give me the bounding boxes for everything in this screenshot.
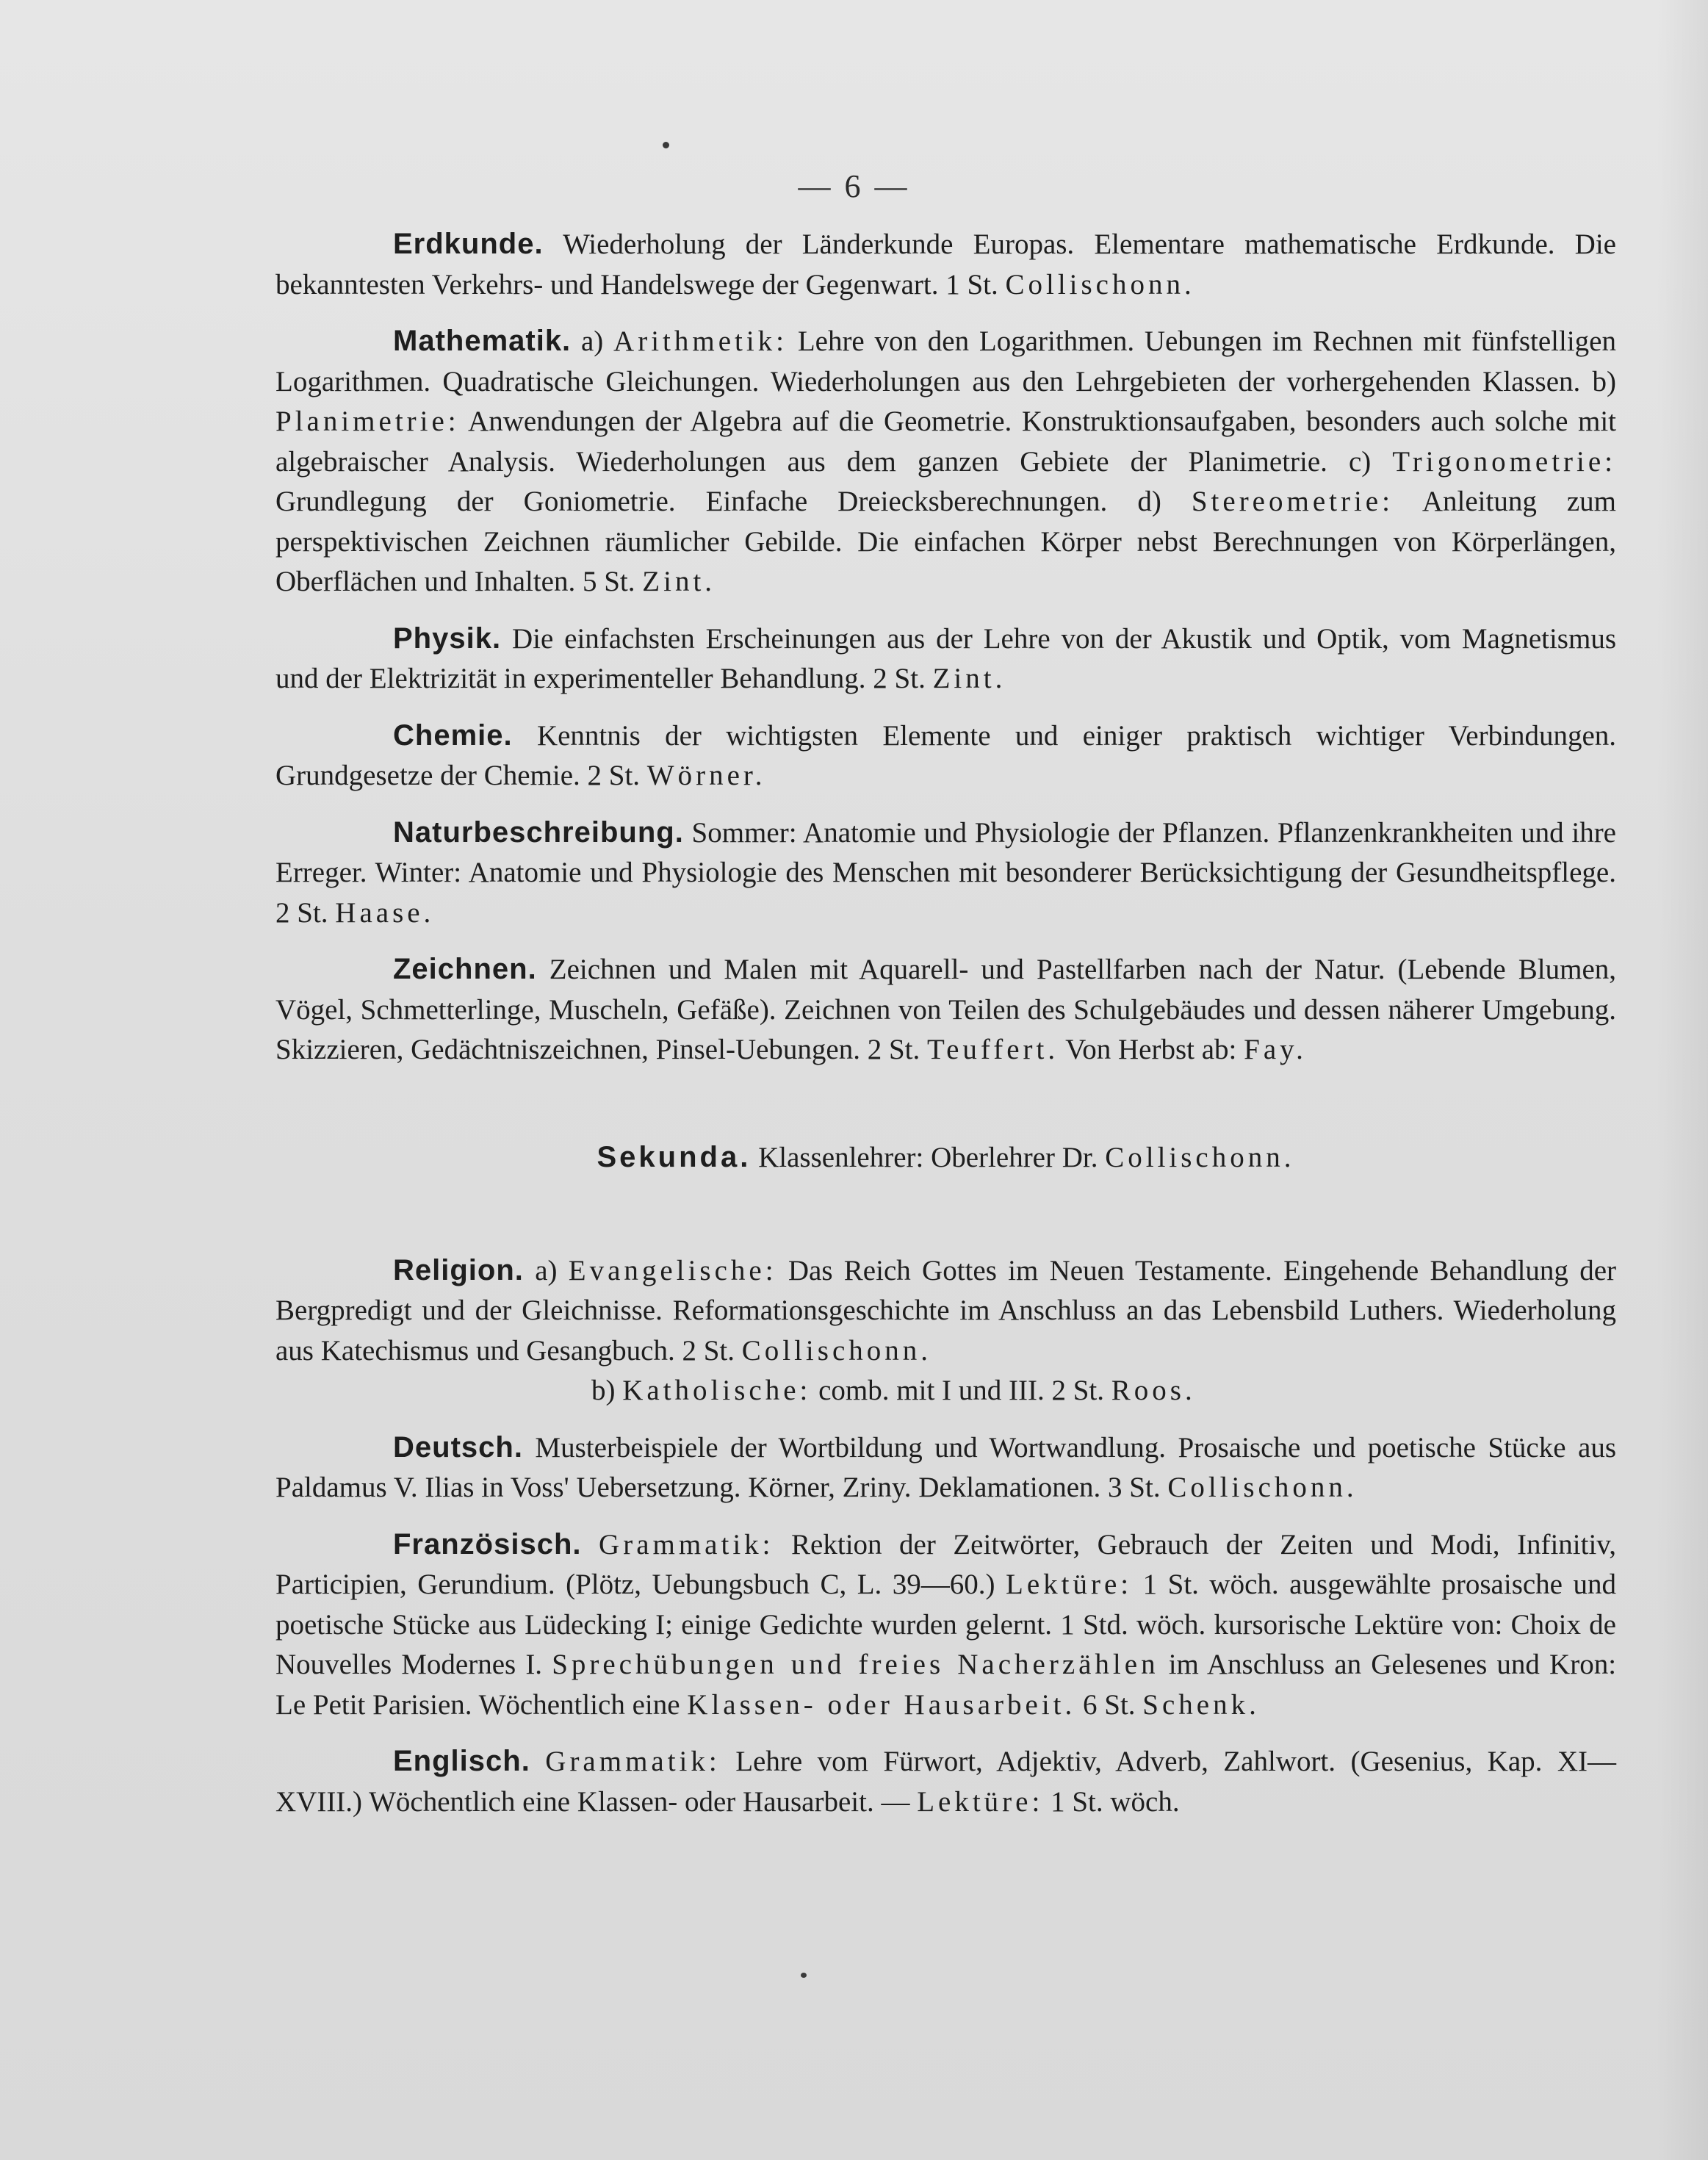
paragraph-naturbeschreibung (275, 813, 1616, 934)
page-number: — 6 — (798, 168, 910, 204)
paragraph-text: Die einfachsten Erscheinungen aus der Lehre von der Akustik und Optik, vom Magnetismus und der Elektrizität in experimenteller Behandlung. 2 St. (275, 622, 1617, 694)
paragraph-chemie (275, 716, 1616, 796)
paragraph-text: Musterbeispiele der Wortbildung und Wortwandlung. Prosaische und poetische Stücke aus Paldamus V. Ilias in Voss' Uebersetzung. Körner, Zriny. Deklamationen. 3 St. (275, 1431, 1617, 1503)
teacher-name: Zint. (642, 566, 716, 597)
paragraph-mathematik (275, 321, 1616, 602)
paragraph-text: Das Reich Gottes im Neuen Testamente. Eingehende Behandlung der Bergpredigt und der Gleichnisse. Reformationsgeschichte im Anschluss an das Lebensbild Luthers. Wiederholung aus Katechismus und Gesangbuch. 2 St. (275, 1254, 1617, 1367)
teacher-name: Teuffert. (927, 1034, 1059, 1065)
document-body (275, 224, 1616, 1838)
paper-edge-shadow (1657, 0, 1708, 2160)
print-speck (801, 1973, 807, 1978)
subject-heading: Mathematik. (393, 325, 572, 357)
subject-heading: Zeichnen. (393, 953, 537, 985)
paragraph-franzoesisch (275, 1524, 1616, 1726)
topic-label: Grammatik: (545, 1746, 721, 1777)
topic-label: Lektüre: (1006, 1569, 1133, 1600)
print-speck (663, 142, 669, 148)
paragraph-text: Lehre vom Fürwort, Adjektiv, Adverb, Zahlwort. (Gesenius, Kap. XI—XVIII.) Wöchentlich eine Klassen- oder Hausarbeit. — (275, 1746, 1616, 1818)
paragraph-text: Grundlegung der Goniometrie. Einfache Dreiecksberechnungen. (275, 486, 1108, 517)
topic-label: Klassen- oder Hausarbeit. (687, 1688, 1076, 1721)
teacher-name: Collischonn. (1167, 1472, 1358, 1503)
paragraph-text: Lehre von den Logarithmen. Uebungen im Rechnen mit fünfstelligen Logarithmen. Quadratische Gleichungen. Wiederholungen aus den Lehrgebieten der vorhergehenden Klassen. (275, 325, 1616, 397)
paragraph-deutsch (275, 1428, 1616, 1508)
paragraph-text: Anwendungen der Algebra auf die Geometrie. Konstruktionsaufgaben, besonders auch solche mit algebraischer Analysis. Wiederholungen aus dem ganzen Gebiete der Planimetrie. (275, 406, 1616, 478)
item-prefix: a) (580, 325, 604, 357)
teacher-name: Zint. (932, 663, 1006, 694)
teacher-name: Fay. (1244, 1034, 1307, 1065)
subject-heading: Religion. (393, 1253, 524, 1286)
item-prefix: b) (591, 1375, 616, 1406)
item-prefix: d) (1137, 486, 1161, 517)
paragraph-englisch (275, 1741, 1616, 1822)
paragraph-text: comb. mit I und III. 2 St. (818, 1375, 1105, 1406)
paragraph-religion-catholic (275, 1371, 1616, 1411)
paragraph-text: Von Herbst ab: (1065, 1034, 1237, 1065)
topic-label: Evangelische: (568, 1254, 777, 1286)
topic-label: Trigonometrie: (1392, 445, 1617, 478)
topic-label: Grammatik: (599, 1528, 774, 1560)
section-text: Klassenlehrer: Oberlehrer Dr. (758, 1141, 1098, 1173)
paragraph-text: Zeichnen und Malen mit Aquarell- und Pastellfarben nach der Natur. (Lebende Blumen, Vögel, Schmetterlinge, Muscheln, Gefäße). Zeichnen von Teilen des Schulgebäudes und dessen näherer Umgebung. Skizzieren, Gedächtniszeichnen, Pinsel-Uebungen. 2 St. (275, 954, 1616, 1065)
teacher-name: Haase. (335, 896, 435, 929)
paragraph-religion (275, 1250, 1616, 1372)
teacher-name: Collischonn. (741, 1334, 932, 1367)
item-prefix: b) (1592, 365, 1617, 397)
paragraph-text: 6 St. (1083, 1688, 1136, 1721)
paragraph-erdkunde (275, 224, 1616, 305)
paragraph-zeichnen (275, 949, 1616, 1070)
topic-label: Lektüre: (917, 1785, 1044, 1818)
item-prefix: a) (535, 1254, 558, 1286)
paragraph-text: Rektion der Zeitwörter, Gebrauch der Zeiten und Modi, Infinitiv, Participien, Gerundium. (Plötz, Uebungsbuch C, L. 39—60.) (275, 1528, 1617, 1600)
subject-heading: Chemie. (393, 719, 513, 752)
paragraph-physik (275, 619, 1616, 699)
subject-heading: Erdkunde. (393, 228, 544, 260)
subject-heading: Naturbeschreibung. (393, 816, 684, 849)
subject-heading: Französisch. (393, 1527, 582, 1560)
teacher-name: Collischonn. (1005, 268, 1195, 300)
topic-label: Katholische: (622, 1375, 812, 1406)
subject-heading: Deutsch. (393, 1430, 523, 1464)
subject-heading: Physik. (393, 622, 502, 655)
subject-heading: Englisch. (393, 1745, 530, 1777)
topic-label: Sprechübungen und freies Nacherzählen (552, 1649, 1159, 1680)
topic-label: Arithmetik: (613, 325, 788, 357)
teacher-name: Schenk. (1142, 1688, 1260, 1721)
paragraph-text: im Anschluss an Gelesenes und Kron: Le Petit Parisien. Wöchentlich eine (275, 1649, 1617, 1721)
topic-label: Stereometrie: (1191, 486, 1394, 517)
paragraph-text: Wiederholung der Länderkunde Europas. Elementare mathematische Erdkunde. Die bekanntesten Verkehrs- und Handelswege der Gegenwart. 1 St. (275, 228, 1616, 300)
paragraph-text: 1 St. wöch. (1051, 1785, 1180, 1818)
topic-label: Planimetrie: (275, 406, 460, 437)
teacher-name: Collischonn. (1105, 1141, 1295, 1173)
paragraph-text: Anleitung zum perspektivischen Zeichnen räumlicher Gebilde. Die einfachen Körper nebst Berechnungen von Körperlängen, Oberflächen und Inhalten. 5 St. (275, 486, 1617, 597)
item-prefix: c) (1348, 445, 1372, 478)
teacher-name: Roos. (1111, 1375, 1196, 1406)
teacher-name: Wörner. (646, 760, 766, 791)
paragraph-text: Sommer: Anatomie und Physiologie der Pflanzen. Pflanzenkrankheiten und ihre Erreger. Winter: Anatomie und Physiologie des Menschen mit besonderer Berücksichtigung der Gesundheitspflege. 2 St. (275, 816, 1616, 929)
paragraph-text: 1 St. wöch. ausgewählte prosaische und poetische Stücke aus Lüdecking I; einige Gedichte wurden gelernt. 1 Std. wöch. kursorische Lektüre von: Choix de Nouvelles Modernes I. (275, 1569, 1616, 1680)
section-title-sekunda (275, 1141, 1616, 1174)
section-heading: Sekunda. (597, 1140, 752, 1173)
paragraph-text: Kenntnis der wichtigsten Elemente und einiger praktisch wichtiger Verbindungen. Grundgesetze der Chemie. 2 St. (275, 719, 1617, 791)
